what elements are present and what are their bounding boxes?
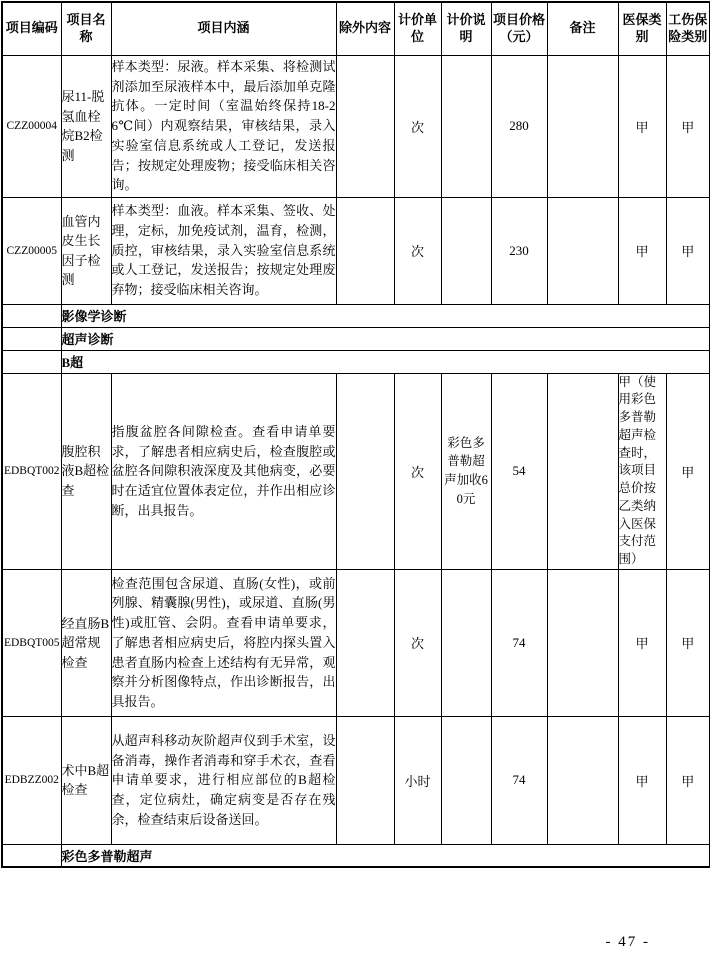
page-number: - 47 - bbox=[605, 934, 650, 950]
item-medical-insurance: 甲（使用彩色多普勒超声检查时，该项目总价按乙类纳入医保支付范围） bbox=[618, 373, 666, 569]
medical-price-table bbox=[1, 1, 710, 868]
table-row bbox=[2, 197, 710, 304]
item-remark bbox=[547, 55, 618, 197]
item-price: 74 bbox=[491, 716, 547, 844]
item-unit: 次 bbox=[394, 569, 441, 716]
item-unit: 小时 bbox=[394, 716, 441, 844]
item-medical-insurance: 甲 bbox=[618, 569, 666, 716]
item-code: EDBQT005 bbox=[2, 569, 61, 716]
item-exclusion bbox=[336, 569, 394, 716]
item-medical-insurance: 甲 bbox=[618, 716, 666, 844]
item-work-injury-insurance: 甲 bbox=[666, 197, 710, 304]
item-remark bbox=[547, 197, 618, 304]
section-code-cell bbox=[2, 327, 61, 350]
section-title: B超 bbox=[61, 350, 710, 373]
item-description: 检查范围包含尿道、直肠(女性)，或前列腺、精囊腺(男性)，或尿道、直肠(男性)或肛管、会阴。查看申请单要求，了解患者相应病史后，将腔内探头置入患者直肠内检查上述结构有无异常，观察并分析图像特点，作出诊断报告，出具报告。 bbox=[111, 569, 336, 716]
item-price: 280 bbox=[491, 55, 547, 197]
item-name: 腹腔积液B超检查 bbox=[61, 373, 111, 569]
item-pricing-note bbox=[441, 716, 491, 844]
section-title: 彩色多普勒超声 bbox=[61, 844, 710, 867]
item-medical-insurance: 甲 bbox=[618, 197, 666, 304]
col-header-pricing-note: 计价说明 bbox=[441, 2, 491, 55]
item-unit: 次 bbox=[394, 373, 441, 569]
col-header-medical-insurance: 医保类别 bbox=[618, 2, 666, 55]
item-exclusion bbox=[336, 55, 394, 197]
item-code: EDBQT002 bbox=[2, 373, 61, 569]
section-title: 超声诊断 bbox=[61, 327, 710, 350]
col-header-item-description: 项目内涵 bbox=[111, 2, 336, 55]
section-code-cell bbox=[2, 844, 61, 867]
table-row bbox=[2, 569, 710, 716]
col-header-item-code: 项目编码 bbox=[2, 2, 61, 55]
item-medical-insurance: 甲 bbox=[618, 55, 666, 197]
col-header-price: 项目价格（元） bbox=[491, 2, 547, 55]
table-row bbox=[2, 373, 710, 569]
item-description: 从超声科移动灰阶超声仪到手术室，设备消毒，操作者消毒和穿手术衣，查看申请单要求，进行相应部位的B超检查，定位病灶，确定病变是否存在残余，检查结束后设备送回。 bbox=[111, 716, 336, 844]
col-header-remark: 备注 bbox=[547, 2, 618, 55]
item-pricing-note: 彩色多普勒超声加收60元 bbox=[441, 373, 491, 569]
item-price: 74 bbox=[491, 569, 547, 716]
item-remark bbox=[547, 373, 618, 569]
item-name: 尿11-脱氢血栓烷B2检测 bbox=[61, 55, 111, 197]
item-price: 54 bbox=[491, 373, 547, 569]
item-code: CZZ00005 bbox=[2, 197, 61, 304]
col-header-item-name: 项目名称 bbox=[61, 2, 111, 55]
item-exclusion bbox=[336, 716, 394, 844]
item-pricing-note bbox=[441, 55, 491, 197]
section-row bbox=[2, 844, 710, 867]
section-row bbox=[2, 327, 710, 350]
table-row bbox=[2, 716, 710, 844]
item-exclusion bbox=[336, 373, 394, 569]
item-code: CZZ00004 bbox=[2, 55, 61, 197]
item-work-injury-insurance: 甲 bbox=[666, 55, 710, 197]
item-code: EDBZZ002 bbox=[2, 716, 61, 844]
item-work-injury-insurance: 甲 bbox=[666, 716, 710, 844]
item-work-injury-insurance: 甲 bbox=[666, 569, 710, 716]
item-description: 样本类型：尿液。样本采集、将检测试剂添加至尿液样本中，最后添加单克隆抗体。一定时间（室温始终保持18-26℃间）内观察结果，审核结果，录入实验室信息系统或人工登记，发送报告；按规定处理废物；接受临床相关咨询。 bbox=[111, 55, 336, 197]
item-name: 经直肠B超常规检查 bbox=[61, 569, 111, 716]
table-header-row bbox=[2, 2, 710, 55]
item-pricing-note bbox=[441, 569, 491, 716]
item-work-injury-insurance: 甲 bbox=[666, 373, 710, 569]
item-remark bbox=[547, 716, 618, 844]
table-row bbox=[2, 55, 710, 197]
col-header-work-injury-insurance: 工伤保险类别 bbox=[666, 2, 710, 55]
item-unit: 次 bbox=[394, 197, 441, 304]
section-row bbox=[2, 350, 710, 373]
item-name: 术中B超检查 bbox=[61, 716, 111, 844]
col-header-exclusion: 除外内容 bbox=[336, 2, 394, 55]
item-pricing-note bbox=[441, 197, 491, 304]
section-row bbox=[2, 304, 710, 327]
section-title: 影像学诊断 bbox=[61, 304, 710, 327]
item-unit: 次 bbox=[394, 55, 441, 197]
item-name: 血管内皮生长因子检测 bbox=[61, 197, 111, 304]
item-description: 样本类型：血液。样本采集、签收、处理，定标，加免疫试剂，温育，检测，质控，审核结果，录入实验室信息系统或人工登记，发送报告；按规定处理废弃物；接受临床相关咨询。 bbox=[111, 197, 336, 304]
item-remark bbox=[547, 569, 618, 716]
col-header-unit: 计价单位 bbox=[394, 2, 441, 55]
item-description: 指腹盆腔各间隙检查。查看申请单要求，了解患者相应病史后，检查腹腔或盆腔各间隙积液深度及其他病变，必要时在适宜位置体表定位，并作出相应诊断，出具报告。 bbox=[111, 373, 336, 569]
section-code-cell bbox=[2, 350, 61, 373]
section-code-cell bbox=[2, 304, 61, 327]
item-exclusion bbox=[336, 197, 394, 304]
item-price: 230 bbox=[491, 197, 547, 304]
